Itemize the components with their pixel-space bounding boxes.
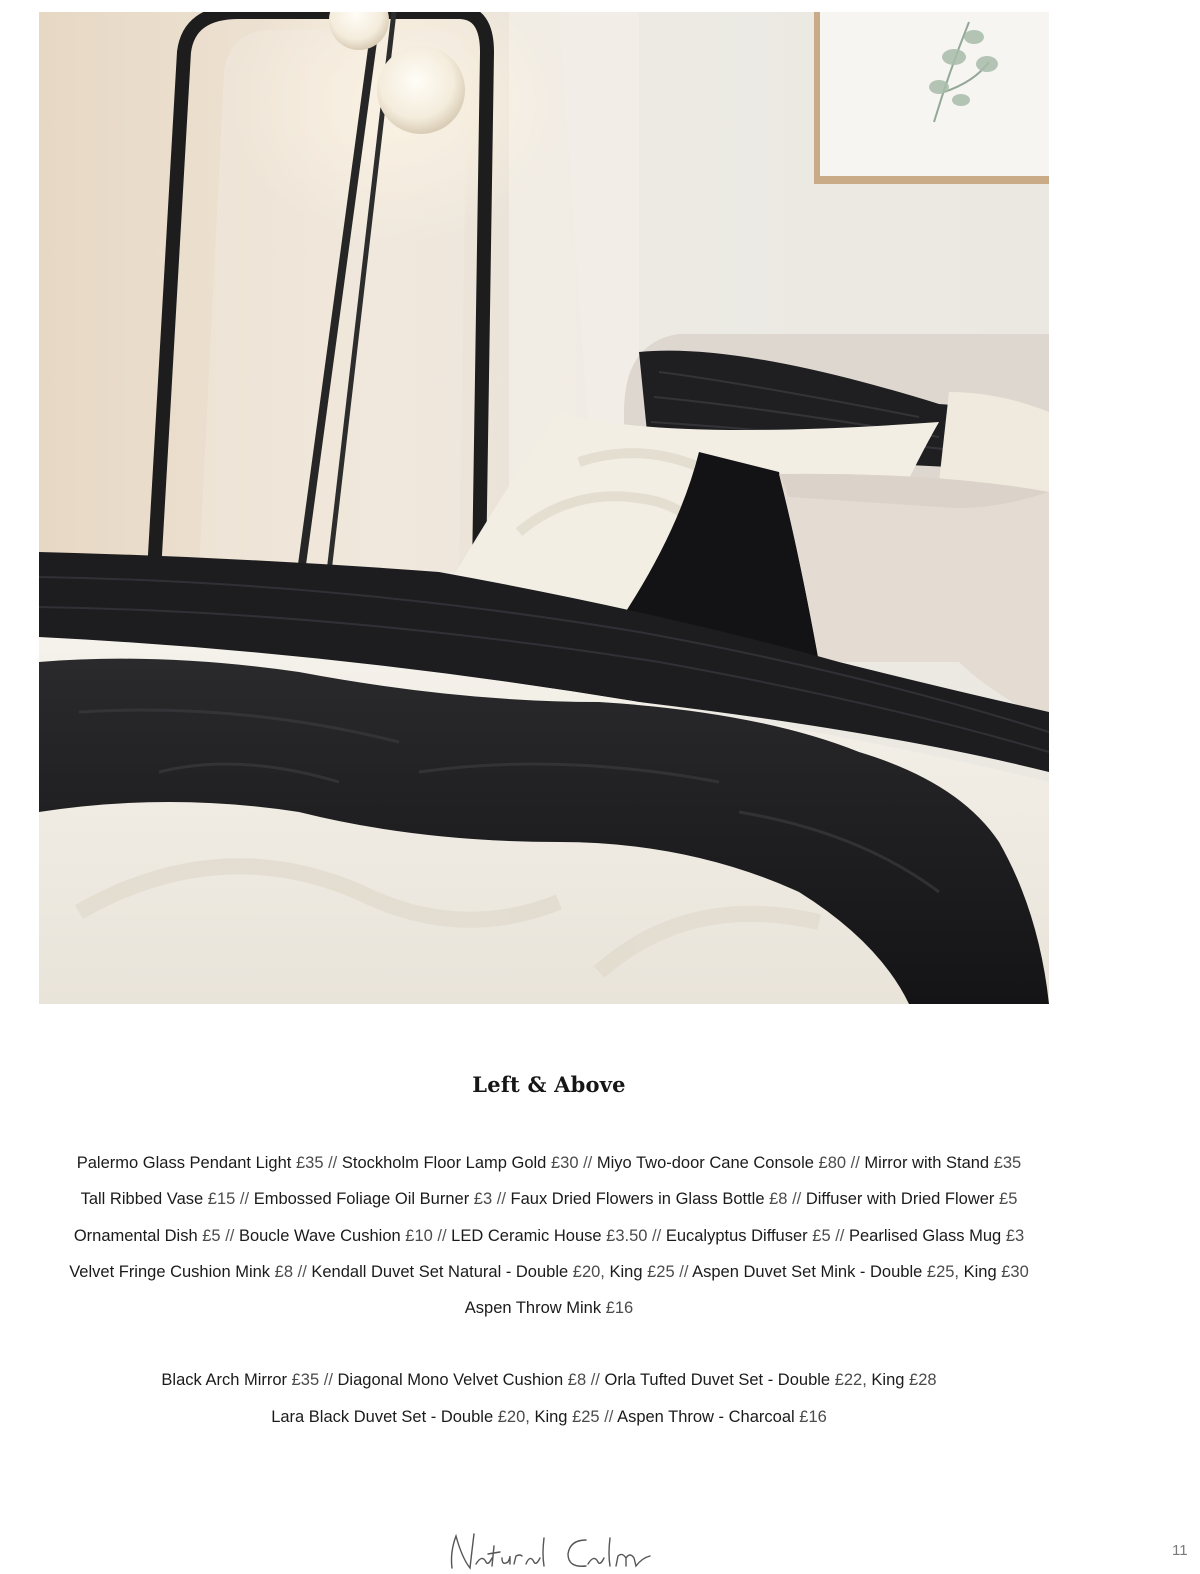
product-price: £16 (605, 1299, 634, 1318)
separator: // (297, 1262, 307, 1281)
product-size-name: King (534, 1407, 568, 1426)
product-name: Faux Dried Flowers in Glass Bottle (510, 1190, 765, 1209)
product-name: Aspen Throw Mink (464, 1299, 602, 1318)
product-name: Embossed Foliage Oil Burner (253, 1190, 470, 1209)
separator: // (323, 1371, 333, 1390)
product-name: Lara Black Duvet Set - Double (271, 1407, 494, 1426)
product-name: Boucle Wave Cushion (238, 1226, 401, 1245)
product-name: Orla Tufted Duvet Set - Double (604, 1371, 831, 1390)
product-name: LED Ceramic House (451, 1226, 602, 1245)
product-name: Black Arch Mirror (161, 1371, 288, 1390)
product-size-name: King (963, 1262, 997, 1281)
separator: // (583, 1154, 593, 1172)
natural-calm-script-logo (446, 1528, 676, 1574)
section-title: Left & Above (472, 1072, 626, 1097)
product-price: £8 (274, 1262, 294, 1281)
caption-line (0, 1290, 1098, 1326)
caption-line (0, 1362, 1098, 1398)
product-size-price: £25 (647, 1262, 675, 1281)
product-size-price: £30 (1001, 1262, 1029, 1281)
separator: // (225, 1226, 235, 1245)
product-price: £5 (812, 1226, 831, 1245)
product-price: £20, (572, 1262, 605, 1281)
separator: // (850, 1154, 860, 1172)
product-name: Pearlised Glass Mug (848, 1226, 1002, 1245)
caption-line (0, 1181, 1098, 1217)
product-price: £10 (405, 1226, 433, 1245)
separator: // (496, 1190, 506, 1209)
product-name: Tall Ribbed Vase (80, 1190, 204, 1209)
separator: // (328, 1154, 338, 1172)
product-name: Diagonal Mono Velvet Cushion (337, 1371, 564, 1390)
separator: // (792, 1190, 802, 1209)
caption-line (0, 1254, 1098, 1290)
product-name: Aspen Duvet Set Mink - Double (692, 1262, 923, 1281)
product-name: Stockholm Floor Lamp Gold (341, 1154, 547, 1172)
product-price: £35 (295, 1154, 324, 1172)
separator: // (590, 1371, 600, 1390)
product-price: £5 (202, 1226, 221, 1245)
product-price: £16 (799, 1407, 827, 1426)
product-price: £35 (291, 1371, 320, 1390)
product-price: £3 (473, 1190, 493, 1209)
product-size-price: £25 (572, 1407, 600, 1426)
product-name: Palermo Glass Pendant Light (76, 1154, 292, 1172)
product-size-name: King (609, 1262, 643, 1281)
product-name: Miyo Two-door Cane Console (596, 1154, 814, 1172)
product-price: £30 (550, 1154, 579, 1172)
bedroom-illustration (39, 12, 1049, 1004)
product-price: £22, (834, 1371, 867, 1390)
separator: // (437, 1226, 447, 1245)
product-price: £15 (207, 1190, 236, 1209)
separator: // (239, 1190, 250, 1209)
product-price: £35 (993, 1154, 1022, 1172)
product-price: £3 (1005, 1226, 1025, 1245)
product-price: £25, (926, 1262, 960, 1281)
separator: // (679, 1262, 689, 1281)
product-price: £3.50 (606, 1226, 648, 1245)
product-name: Eucalyptus Diffuser (665, 1226, 808, 1245)
separator: // (652, 1226, 662, 1245)
product-price: £80 (818, 1154, 847, 1172)
product-name: Mirror with Stand (864, 1154, 990, 1172)
bedroom-photo (39, 12, 1049, 1004)
separator: // (604, 1407, 614, 1426)
product-name: Velvet Fringe Cushion Mink (69, 1262, 271, 1281)
product-name: Ornamental Dish (73, 1226, 198, 1245)
separator: // (835, 1226, 845, 1245)
product-name: Kendall Duvet Set Natural - Double (311, 1262, 569, 1281)
product-name: Diffuser with Dried Flower (805, 1190, 995, 1209)
product-price: £8 (567, 1371, 587, 1390)
caption-line (0, 1145, 1098, 1181)
caption-line (0, 1218, 1098, 1254)
product-name: Aspen Throw - Charcoal (617, 1407, 795, 1426)
product-size-price: £28 (909, 1371, 937, 1390)
page-number: 11 (1172, 1542, 1188, 1559)
product-credits (0, 1145, 1098, 1435)
product-price: £20, (497, 1407, 530, 1426)
product-price: £8 (769, 1190, 788, 1209)
product-price: £5 (999, 1190, 1018, 1209)
product-size-name: King (871, 1371, 905, 1390)
caption-line (0, 1399, 1098, 1435)
